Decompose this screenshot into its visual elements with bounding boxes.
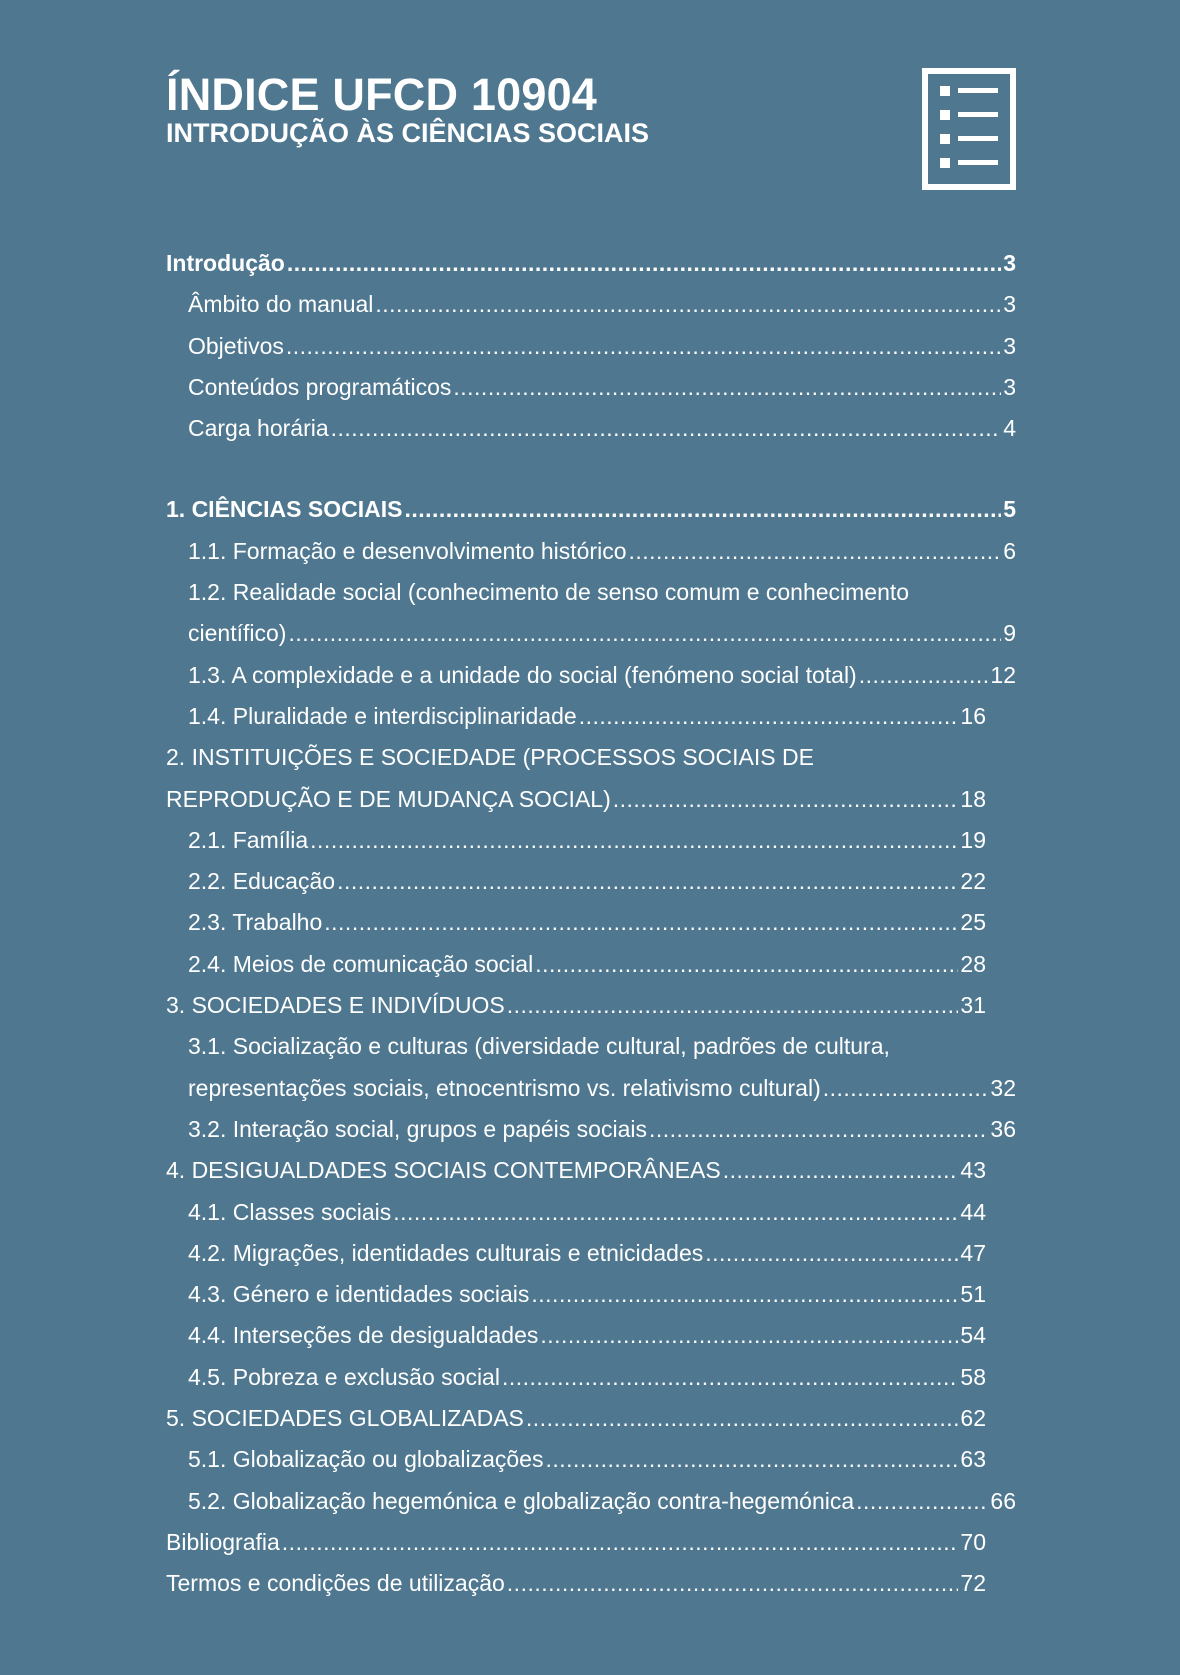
toc-entry-section-3[interactable] bbox=[166, 985, 1016, 1026]
toc-entry-termos[interactable] bbox=[166, 1563, 1016, 1604]
toc-page: 12 bbox=[990, 661, 1016, 688]
toc-entry-2-1[interactable] bbox=[166, 820, 1016, 861]
toc-page: 9 bbox=[1003, 620, 1016, 647]
toc-entry-4-3[interactable] bbox=[166, 1274, 1016, 1315]
toc-label-line1: 2. INSTITUIÇÕES E SOCIEDADE (PROCESSOS SOCIAIS DE bbox=[166, 744, 814, 771]
toc-entry-1-4[interactable] bbox=[166, 696, 1016, 737]
toc-page: 3 bbox=[1003, 291, 1016, 318]
toc-entry-section-4[interactable] bbox=[166, 1150, 1016, 1191]
toc-label: Conteúdos programáticos bbox=[188, 373, 452, 400]
page-subtitle: INTRODUÇÃO ÀS CIÊNCIAS SOCIAIS bbox=[166, 118, 650, 148]
toc-entry-3-1[interactable] bbox=[166, 1026, 1016, 1109]
toc-label: 4.1. Classes sociais bbox=[188, 1198, 392, 1225]
toc-entry-2-2[interactable] bbox=[166, 861, 1016, 902]
toc-page: 36 bbox=[990, 1115, 1016, 1142]
toc-label: Âmbito do manual bbox=[188, 291, 374, 318]
toc-label-line1: 1.2. Realidade social (conhecimento de senso comum e conhecimento bbox=[188, 579, 910, 606]
document-list-icon bbox=[922, 68, 1016, 190]
toc-page: 3 bbox=[1003, 250, 1016, 276]
toc-entry-conteudos[interactable] bbox=[166, 367, 1016, 408]
toc-entry-carga-horaria[interactable] bbox=[166, 408, 1016, 449]
toc-entry-ambito[interactable] bbox=[166, 284, 1016, 325]
toc-label: 5.1. Globalização ou globalizações bbox=[188, 1446, 544, 1473]
toc-entry-4-2[interactable] bbox=[166, 1233, 1016, 1274]
toc-page: 31 bbox=[960, 992, 986, 1019]
toc-entry-5-2[interactable] bbox=[166, 1481, 1016, 1522]
toc-label: 4.2. Migrações, identidades culturais e etnicidades bbox=[188, 1239, 704, 1266]
toc-entry-1-2[interactable] bbox=[166, 572, 1016, 655]
toc-page: 54 bbox=[960, 1322, 986, 1349]
toc-label: Termos e condições de utilização bbox=[166, 1570, 505, 1597]
toc-page: 22 bbox=[960, 868, 986, 895]
toc-label: 3. SOCIEDADES E INDIVÍDUOS bbox=[166, 992, 505, 1019]
toc-label: 1.1. Formação e desenvolvimento histórico bbox=[188, 537, 627, 564]
toc-entry-objetivos[interactable] bbox=[166, 326, 1016, 367]
toc-label: 4.5. Pobreza e exclusão social bbox=[188, 1363, 500, 1390]
toc-page: 66 bbox=[990, 1487, 1016, 1514]
page-header bbox=[166, 68, 649, 148]
toc-page: 63 bbox=[960, 1446, 986, 1473]
toc-entry-4-5[interactable] bbox=[166, 1357, 1016, 1398]
toc-label: REPRODUÇÃO E DE MUDANÇA SOCIAL) bbox=[166, 785, 611, 812]
toc-entry-section-5[interactable] bbox=[166, 1398, 1016, 1439]
toc-entry-section-2[interactable] bbox=[166, 737, 1016, 820]
page-title: ÍNDICE UFCD 10904 bbox=[166, 69, 598, 120]
toc-page: 44 bbox=[960, 1198, 986, 1225]
toc-label: 4.4. Interseções de desigualdades bbox=[188, 1322, 539, 1349]
toc-label: 2.3. Trabalho bbox=[188, 909, 323, 936]
toc-label: científico) bbox=[188, 620, 287, 647]
toc-label: 2.4. Meios de comunicação social bbox=[188, 950, 534, 977]
toc-page: 58 bbox=[960, 1363, 986, 1390]
toc-page: 5 bbox=[1003, 496, 1016, 523]
toc-entry-introducao[interactable] bbox=[166, 243, 1016, 284]
toc-label: 2.2. Educação bbox=[188, 868, 336, 895]
toc-entry-section-1[interactable] bbox=[166, 489, 1016, 530]
toc-page: 32 bbox=[990, 1074, 1016, 1101]
toc-label: 1.3. A complexidade e a unidade do social (fenómeno social total) bbox=[188, 661, 857, 688]
toc-entry-1-3[interactable] bbox=[166, 655, 1016, 696]
toc-page: 47 bbox=[960, 1239, 986, 1266]
toc-entry-3-2[interactable] bbox=[166, 1109, 1016, 1150]
toc-page: 72 bbox=[960, 1570, 986, 1597]
toc-page: 28 bbox=[960, 950, 986, 977]
toc-label: Objetivos bbox=[188, 332, 284, 359]
toc-label: 4.3. Género e identidades sociais bbox=[188, 1281, 530, 1308]
toc-page: 51 bbox=[960, 1281, 986, 1308]
toc-label-line1: 3.1. Socialização e culturas (diversidade cultural, padrões de cultura, bbox=[188, 1033, 890, 1060]
toc-page: 70 bbox=[960, 1528, 986, 1555]
toc-label: 5. SOCIEDADES GLOBALIZADAS bbox=[166, 1405, 524, 1432]
toc-entry-bibliografia[interactable] bbox=[166, 1522, 1016, 1563]
toc-entry-2-4[interactable] bbox=[166, 944, 1016, 985]
toc-page: 62 bbox=[960, 1405, 986, 1432]
toc-page: 18 bbox=[960, 785, 986, 812]
toc-label: Carga horária bbox=[188, 415, 329, 442]
toc-entry-4-4[interactable] bbox=[166, 1315, 1016, 1356]
toc-page: 19 bbox=[960, 826, 986, 853]
toc-page: 3 bbox=[1003, 373, 1016, 400]
toc-label: 4. DESIGUALDADES SOCIAIS CONTEMPORÂNEAS bbox=[166, 1157, 721, 1184]
toc-label: 1.4. Pluralidade e interdisciplinaridade bbox=[188, 702, 577, 729]
toc-page: 16 bbox=[960, 702, 986, 729]
toc-entry-4-1[interactable] bbox=[166, 1192, 1016, 1233]
toc-label: Bibliografia bbox=[166, 1528, 280, 1555]
toc-entry-5-1[interactable] bbox=[166, 1439, 1016, 1480]
toc-page: 3 bbox=[1003, 332, 1016, 359]
toc-label: Introdução bbox=[166, 250, 285, 276]
toc-entry-2-3[interactable] bbox=[166, 902, 1016, 943]
toc-label: 3.2. Interação social, grupos e papéis sociais bbox=[188, 1115, 647, 1142]
toc-label: 5.2. Globalização hegemónica e globalização contra-hegemónica bbox=[188, 1487, 855, 1514]
toc-page: 6 bbox=[1003, 537, 1016, 564]
toc-label: representações sociais, etnocentrismo vs. relativismo cultural) bbox=[188, 1074, 821, 1101]
toc-label: 2.1. Família bbox=[188, 826, 309, 853]
toc-page: 4 bbox=[1003, 415, 1016, 442]
toc-page: 25 bbox=[960, 909, 986, 936]
toc-label: 1. CIÊNCIAS SOCIAIS bbox=[166, 496, 403, 523]
toc-entry-1-1[interactable] bbox=[166, 531, 1016, 572]
toc-page: 43 bbox=[960, 1157, 986, 1184]
table-of-contents bbox=[166, 243, 1016, 1605]
